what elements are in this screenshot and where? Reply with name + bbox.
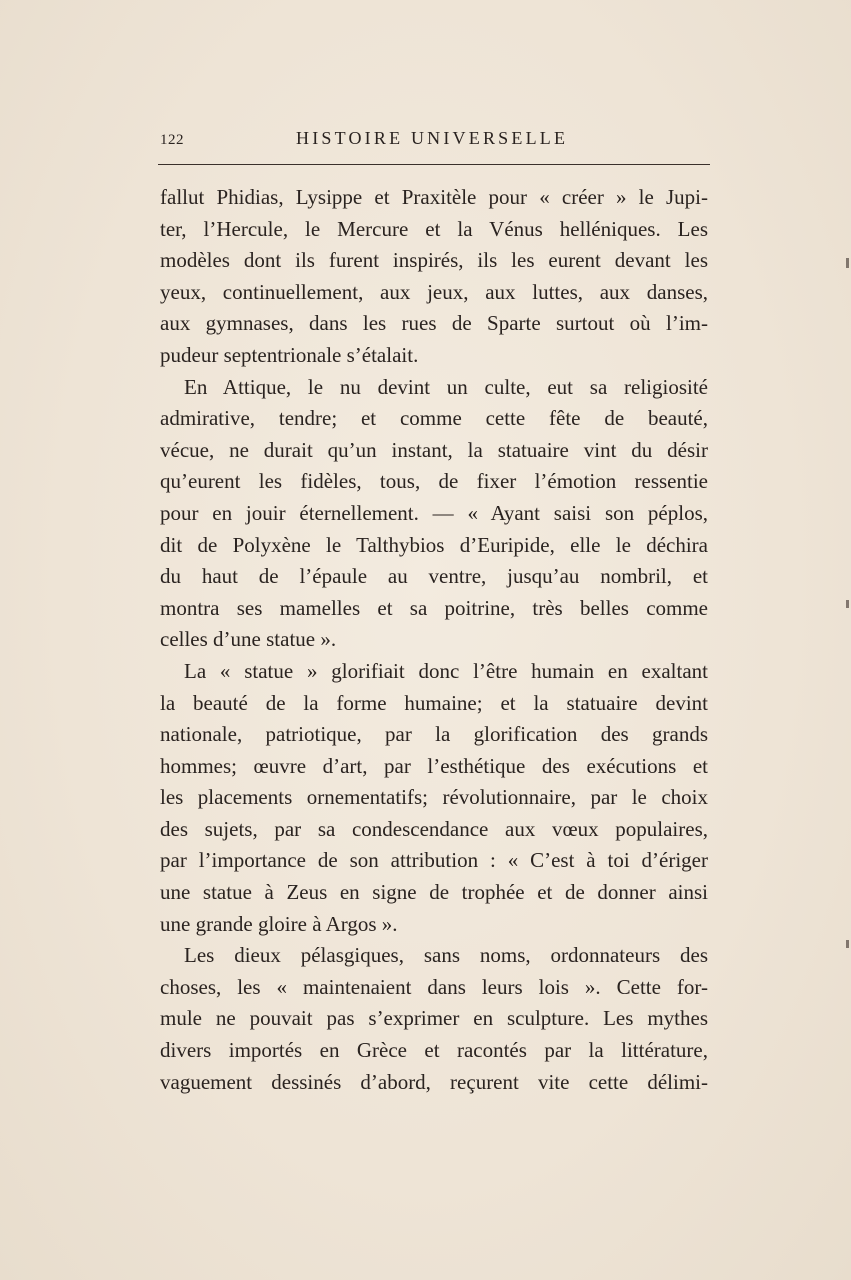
text-line: vécue, ne durait qu’un instant, la statuaire vint du désir	[160, 437, 708, 462]
paragraph	[160, 656, 708, 940]
text-line: modèles dont ils furent inspirés, ils les eurent devant les	[160, 248, 708, 273]
page-number: 122	[160, 132, 184, 148]
text-line: ter, l’Hercule, le Mercure et la Vénus helléniques. Les	[160, 216, 708, 241]
text-line: dit de Polyxène le Talthybios d’Euripide, elle le déchira	[160, 532, 708, 557]
text-line: pudeur septentrionale s’étalait.	[160, 342, 419, 367]
text-line: les placements ornementatifs; révolutionnaire, par le choix	[160, 785, 708, 810]
text-line: aux gymnases, dans les rues de Sparte surtout où l’im-	[160, 311, 708, 336]
text-line: admirative, tendre; et comme cette fête de beauté,	[160, 406, 708, 431]
text-line: montra ses mamelles et sa poitrine, très belles comme	[160, 595, 708, 620]
paragraph	[160, 182, 708, 372]
text-line: divers importés en Grèce et racontés par la littérature,	[160, 1038, 708, 1063]
text-line: du haut de l’épaule au ventre, jusqu’au nombril, et	[160, 564, 708, 589]
running-title: HISTOIRE UNIVERSELLE	[296, 128, 569, 148]
text-line: celles d’une statue ».	[160, 627, 337, 652]
margin-mark	[846, 940, 849, 948]
text-line: par l’importance de son attribution : « C’est à toi d’ériger	[160, 848, 708, 873]
text-line: qu’eurent les fidèles, tous, de fixer l’émotion ressentie	[160, 469, 708, 494]
text-line: Les dieux pélasgiques, sans noms, ordonnateurs des	[184, 943, 708, 968]
text-line: yeux, continuellement, aux jeux, aux luttes, aux danses,	[160, 279, 708, 304]
page-header	[160, 128, 710, 154]
text-line: mule ne pouvait pas s’exprimer en sculpture. Les mythes	[160, 1006, 708, 1031]
text-line: fallut Phidias, Lysippe et Praxitèle pour « créer » le Jupi-	[160, 185, 708, 209]
text-line: vaguement dessinés d’abord, reçurent vite cette délimi-	[160, 1069, 708, 1094]
text-line: pour en jouir éternellement. — « Ayant saisi son péplos,	[160, 500, 708, 525]
margin-mark	[846, 258, 849, 268]
text-line: une statue à Zeus en signe de trophée et de donner ainsi	[160, 880, 708, 905]
text-line: une grande gloire à Argos ».	[160, 911, 398, 936]
header-rule	[158, 164, 710, 165]
text-line: la beauté de la forme humaine; et la statuaire devint	[160, 690, 708, 715]
text-line: nationale, patriotique, par la glorification des grands	[160, 722, 708, 747]
text-line: La « statue » glorifiait donc l’être humain en exaltant	[184, 658, 708, 683]
text-line: choses, les « maintenaient dans leurs lois ». Cette for-	[160, 974, 708, 999]
text-line: En Attique, le nu devint un culte, eut sa religiosité	[184, 374, 708, 399]
paragraph	[160, 372, 708, 656]
margin-mark	[846, 600, 849, 608]
text-line: hommes; œuvre d’art, par l’esthétique des exécutions et	[160, 753, 708, 778]
text-line: des sujets, par sa condescendance aux vœux populaires,	[160, 816, 708, 841]
body-text	[160, 182, 708, 1098]
paragraph	[160, 940, 708, 1098]
